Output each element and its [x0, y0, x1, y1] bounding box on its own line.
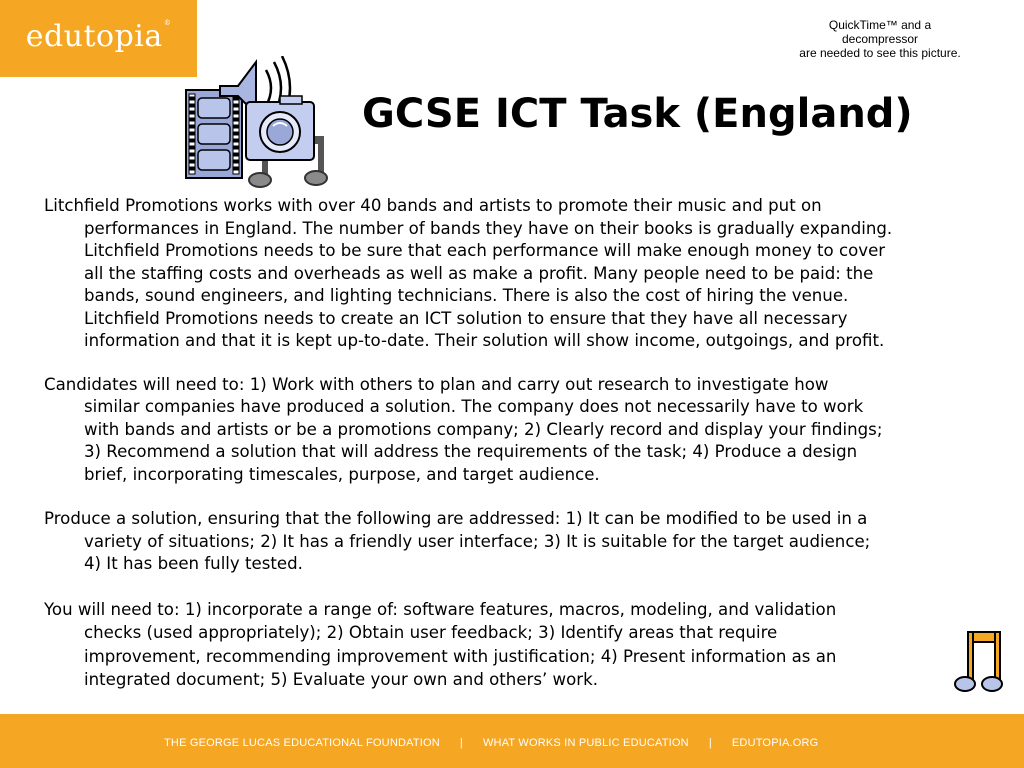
paragraph-task-description: Litchfield Promotions works with over 40 bands and artists to promote their music and put on performances in England. The number of bands they have on their books is gradually expanding. Litchfield Promotions needs to be sure that each performance will make enough money to cover all the staffing costs and overheads as well as make a profit. Many people need to be paid: the bands, sound engineers, and lighting technicians. There is also the cost of hiring the venue. Litchfield Promotions needs to create an ICT solution to ensure that they have all necessary information and that it is kept up-to-date. Their solution will show income, outgoings, and profit. — [44, 196, 893, 350]
quicktime-notice-line2: decompressor — [841, 32, 919, 46]
music-notes-icon — [952, 628, 1008, 698]
footer-bar — [0, 714, 1024, 768]
footer-text — [164, 737, 818, 749]
quicktime-notice — [770, 18, 990, 60]
paragraph-solution-requirements: Produce a solution, ensuring that the following are addressed: 1) It can be modified to be used in a variety of situations; 2) It has a friendly user interface; 3) It is suitable for the target audience; 4) It has been fully tested. — [44, 509, 871, 573]
logo-registered-mark: ® — [163, 19, 172, 27]
footer-separator: | — [708, 737, 712, 749]
paragraph-additional-requirements: You will need to: 1) incorporate a range of: software features, macros, modeling, and validation checks (used appropriately); 2) Obtain user feedback; 3) Identify areas that require improvement, recommending improvement with justification; 4) Present information as an integrated document; 5) Evaluate your own and others’ work. — [44, 599, 837, 689]
quicktime-notice-line1: QuickTime™ and a — [828, 18, 932, 32]
film-strip-icon — [186, 90, 242, 178]
footer-separator: | — [459, 737, 463, 749]
paragraph-candidate-requirements: Candidates will need to: 1) Work with others to plan and carry out research to investigate how similar companies have produced a solution. The company does not necessarily have to work with bands and artists or be a promotions company; 2) Clearly record and display your findings; 3) Recommend a solution that will address the requirements of the task; 4) Produce a design brief, incorporating timescales, purpose, and target audience. — [44, 374, 883, 484]
footer-item-foundation: THE GEORGE LUCAS EDUCATIONAL FOUNDATION — [164, 737, 440, 749]
body-text — [44, 195, 1004, 692]
multimedia-clipart-icon — [180, 56, 330, 188]
camera-icon — [246, 96, 314, 160]
footer-item-tagline: WHAT WORKS IN PUBLIC EDUCATION — [482, 737, 689, 749]
quicktime-notice-line3: are needed to see this picture. — [799, 46, 961, 60]
footer-item-website: EDUTOPIA.ORG — [731, 737, 819, 749]
edutopia-logo — [0, 0, 197, 77]
logo-text: edutopia® — [25, 19, 172, 54]
page-title: GCSE ICT Task (England) — [362, 91, 913, 137]
